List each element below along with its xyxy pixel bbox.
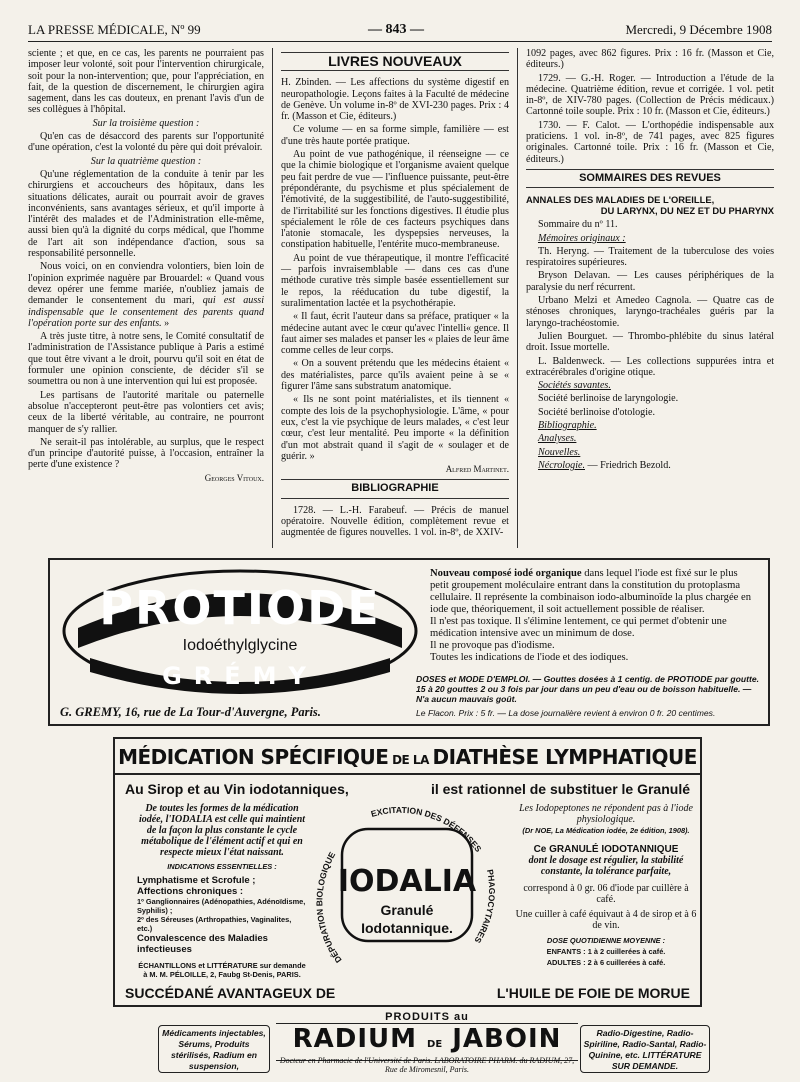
paragraph: De toutes les formes de la médication iodée, l'IODALIA est celle qui maintient de la façon la plus constante le cycle métabolique de l'élément actif et qui en respecte mieux l'état naissant.	[138, 803, 306, 858]
paragraph: Ce GRANULÉ IODOTANNIQUE	[533, 844, 679, 855]
ad-footer-right: L'HUILE DE FOIE DE MORUE	[496, 985, 690, 1001]
page-header	[28, 20, 772, 42]
ad-top-line: PRODUITS au	[385, 1011, 469, 1023]
paragraph: A très juste titre, à notre sens, le Comité consultatif de l'administration de l'Assistance publique à Paris a estimé que tout être vivant a le droit, pourvu qu'il soit en état de formuler une opinion consciente, de décider s'il se soumettra ou non à une intervention qui lui est proposée.	[28, 331, 264, 388]
paragraph: correspond à 0 gr. 06 d'iode par cuillère à café.	[523, 883, 689, 905]
citation: (Dr NOE, La Médication iodée, 2e édition, 1908).	[522, 826, 690, 835]
label: DOSE QUOTIDIENNE MOYENNE :	[546, 936, 666, 945]
journal-name: DU LARYNX, DU NEZ ET DU PHARYNX	[600, 205, 774, 217]
subsection-label: Nouvelles.	[538, 446, 581, 458]
ring-text-right: PHAGOCYTAIRES	[472, 868, 498, 945]
question-heading: Sur la troisième question :	[92, 117, 200, 129]
protiode-logo	[60, 566, 420, 696]
iodalia-advertisement	[113, 737, 702, 1007]
brand-word: RADIUM	[292, 1024, 417, 1054]
iodalia-emblem	[302, 795, 512, 975]
brand-name: IODALIA	[337, 864, 477, 899]
product-list-left: Médicaments injectables, Sérums, Produits stérilisés, Radium en suspension,	[158, 1025, 270, 1073]
subsection-label: Bibliographie.	[538, 420, 597, 432]
ad-banner	[115, 739, 700, 775]
headline: Nouveau composé iodé organique	[430, 568, 582, 579]
list-item: 1º Ganglionnaires (Adénopathies, Adénoïdisme, Syphilis) ;	[137, 897, 306, 915]
sample-info: ÉCHANTILLONS et LITTÉRATURE sur demande à M. M. PÉLOILLE, 2, Faubg St-Denis, PARIS.	[138, 961, 306, 979]
paragraph: Il n'est pas toxique. Il s'élimine lentement, ce qui permet d'obtenir une médication intensive avec un minimum de dose.	[430, 616, 727, 639]
quote-italic: qui est aussi indispensable que le consentement des parents quand l'opération porte sur des enfants.	[28, 295, 264, 329]
paragraph: Au point de vue thérapeutique, il montre l'efficacité — parfois invraisemblable — dans ces cas d'une méthode curative très simple basée essentiellement sur le repos, la rééducation du tube digestif, la suralimentation lactée et la psychothérapie.	[281, 252, 509, 309]
quote-paragraph: « On a souvent prétendu que les médecins étaient « des matérialistes, parce qu'ils avaient peine à se « figurer l'âme sans substratum anatomique.	[281, 358, 509, 393]
book-entry: 1730. — F. Calot. — L'orthopédie indispensable aux praticiens. 1 vol. in-8º, de 741 pages, avec 825 figures originales. Cartonné toile. Prix : 16 fr. (Masson et Cie, éditeurs.)	[526, 119, 774, 165]
ad-left-panel	[137, 803, 307, 979]
book-entry: H. Zbinden. — Les affections du système digestif en neuropathologie. Leçons faites à la Faculté de médecine de Genève. Un volume in-8º de XVI-230 pages. Prix : 4 fr. (Masson et Cie, éditeurs.)	[281, 77, 509, 123]
author-signature: Alfred Martinet.	[445, 464, 509, 475]
subsection-label: Sociétés savantes.	[538, 380, 611, 392]
logo-text-protiode: PROTIODE	[99, 581, 381, 635]
paragraph: Ne serait-il pas intolérable, au surplus, que le respect d'un principe d'autorité puisse, à l'occasion, entraîner la perte d'une existence ?	[28, 436, 264, 471]
dosage-instructions: DOSES et MODE D'EMPLOI. — Gouttes dosées à 1 centig. de PROTIODE par goutte. 15 à 20 gouttes 2 ou 3 fois par jour dans un peu d'eau ou de boisson habituelle. — N'a aucun mauvais goût.	[416, 674, 759, 704]
paragraph	[418, 568, 758, 616]
paragraph: dont le dosage est régulier, la stabilité constante, la tolérance parfaite,	[528, 855, 684, 877]
paragraph: Qu'en cas de désaccord des parents sur l'opportunité d'une opération, c'est la volonté du père qui doit prévaloir.	[28, 131, 264, 154]
logo-text-gremy: GRÉMY	[162, 662, 318, 690]
book-entry: 1092 pages, avec 862 figures. Prix : 16 fr. (Masson et Cie, éditeurs.)	[526, 48, 774, 71]
list-item: Convalescence des Maladies infectieuses	[137, 933, 268, 955]
subsection-label: Mémoires originaux :	[538, 232, 626, 244]
ad-subheading: Au Sirop et au Vin iodotanniques,	[125, 781, 349, 797]
banner-text: MÉDICATION SPÉCIFIQUE	[118, 745, 389, 769]
article-column-3	[526, 48, 774, 498]
text-run: Nous voici, on en conviendra volontiers, bien loin de l'opinion exprimée naguère par Brouardel: « Quand vous devez opérer une femme mariée, n'oubliez jamais de demander le consentement du mari,	[28, 261, 264, 307]
list-item: Urbano Melzi et Amedeo Cagnola. — Quatre cas de sténoses chroniques, laryngo-trachéales guéris par la laryngo-trachéostomie.	[526, 295, 774, 329]
article-column-1	[28, 48, 264, 544]
list-item: Affections chroniques :	[137, 886, 244, 897]
logo-text-subtitle: Iodoéthylglycine	[182, 637, 298, 654]
subsection-label: Analyses.	[538, 433, 577, 445]
paragraph: Au point de vue pathogénique, il réenseigne — ce que la chimie biologique et l'organisme avaient quelque peu fait perdre de vue — l'influence puissante, peut-être prépondérante, du psychisme et plus spécialement de l'émotivité, de la suggestibilité, de l'auto-suggestibilité, de l'irritabilité sur les fonctions digestives. Il étudie plus spécialement le rôle de ces facteurs psychiques dans l'atonie stomacale, les dyspepsies nerveuses, la constipation habituelle, l'entérite muco-membraneuse.	[281, 149, 509, 251]
section-title: BIBLIOGRAPHIE	[281, 479, 509, 498]
company-address: G. GREMY, 16, rue de La Tour-d'Auvergne, Paris.	[60, 705, 321, 719]
paragraph: Une cuiller à café équivaut à 4 de sirop et à 6 de vin.	[515, 909, 697, 931]
product-list-right: Radio-Digestine, Radio-Spiriline, Radio-Santal, Radio-Quinine, etc. LITTÉRATURE SUR DEMANDE.	[580, 1025, 710, 1073]
book-entry: 1728. — L.-H. Farabeuf. — Précis de manuel opératoire. Nouvelle édition, complètement revue et augmentée de figures nouvelles. 1 vol. in-8º, de XXIV-	[281, 504, 509, 539]
brand-word: DE	[427, 1039, 443, 1050]
list-item: Société berlinoise de laryngologie.	[538, 393, 679, 405]
list-item	[526, 460, 774, 471]
section-title: LIVRES NOUVEAUX	[281, 52, 509, 71]
journal-title: LA PRESSE MÉDICALE, Nº 99	[28, 22, 201, 37]
question-heading: Sur la quatrième question :	[90, 155, 202, 167]
lab-address: Docteur en Pharmacie de l'Université de Paris. LABORATOIRE PHARM. du RADIUM, 27, Rue de Miromesnil, Paris.	[279, 1056, 575, 1074]
dose-line: ADULTES : 2 à 6 cuillerées à café.	[546, 958, 666, 967]
ad-footer-left: SUCCÉDANÉ AVANTAGEUX DE	[125, 985, 336, 1001]
subsection-label: Nécrologie.	[538, 459, 585, 471]
list-item: Julien Bourguet. — Thrombo-phlébite du sinus latéral droit. Issue mortelle.	[526, 330, 774, 354]
paragraph: sciente ; et que, en ce cas, les parents ne pourraient pas imposer leur volonté, soit pour l'intervention chirurgicale, soit pour la non-intervention; que, pour l'appréciation, en fait, de la question de discernement, le chirurgien agira sagement, dans les cas douteux, en prenant l'avis d'un de ses collègues à l'hôpital.	[28, 48, 264, 116]
ring-text-left: DÉPURATION BIOLOGIQUE	[314, 850, 344, 965]
brand-word: JABOIN	[452, 1024, 562, 1054]
brand-sub: Iodotannique.	[361, 920, 453, 936]
label: INDICATIONS ESSENTIELLES :	[167, 862, 277, 871]
radium-advertisement	[158, 1011, 710, 1075]
text-run: — Friedrich Bezold.	[585, 459, 671, 471]
list-item: 2º des Séreuses (Arthropathies, Vaginalites, etc.)	[137, 915, 292, 933]
brand-sub: Granulé	[380, 902, 434, 918]
dose-line: ENFANTS : 1 à 2 cuillerées à café.	[546, 947, 666, 956]
book-entry: 1729. — G.-H. Roger. — Introduction a l'étude de la médecine. Quatrième édition, revue et corrigée. 1 vol. petit in-8º, de XIV-780 pages. (Collection de Précis médicaux.) Cartonné toile souple. Prix : 10 fr. (Masson et Cie, éditeurs.)	[526, 72, 774, 118]
list-item: Lymphatisme et Scrofule ;	[137, 875, 256, 886]
section-title: SOMMAIRES DES REVUES	[526, 169, 774, 188]
paragraph: Ce volume — en sa forme simple, familière — est d'une très haute portée pratique.	[281, 124, 509, 147]
article-column-2	[272, 48, 518, 548]
quote-paragraph: « Il faut, écrit l'auteur dans sa préface, pratiquer « la médecine autant avec le cœur qu'avec l'intelli« gence. Il faut aimer ses malades et panser les « plaies de leur âme comme celles de leur corps.	[281, 311, 509, 357]
paragraph: Les partisans de l'autorité maritale ou paternelle absolue n'accepteront peut-être pas volontiers cet avis; ceux de la liberté véritable, au contraire, ne pourront manquer de s'y rallier.	[28, 389, 264, 435]
paragraph: Qu'une réglementation de la conduite à tenir par les chirurgiens et accoucheurs des hôpitaux, dans les situations délicates, aurait ou pourrait avoir de graves inconvénients, sans avantages sérieux, et qu'il importe à l'intérêt des malades et de l'Administration elle-même, aussi bien qu'à la dignité du corps médical, que l'homme de l'art ait son indépendance d'action, sous sa responsabilité personnelle.	[28, 168, 264, 260]
page-number: — 843 —	[368, 22, 424, 37]
issue-date: Mercredi, 9 Décembre 1908	[625, 22, 772, 37]
text-run: dans lequel l'iode est fixé sur le plus petit groupement moléculaire entrant dans la constitution du protoplasma cellulaire. Il représente la combinaison iodo-albuminoïde la plus chargée en iode que, théoriquement, il soit actuellement possible de réaliser.	[430, 568, 752, 615]
paragraph: Les Iodopeptones ne répondent pas à l'iode physiologique.	[519, 803, 693, 825]
protiode-description	[418, 568, 758, 664]
list-item: Th. Heryng. — Traitement de la tuberculose des voies respiratoires supérieures.	[526, 245, 774, 269]
quote-paragraph: « Ils ne sont point matérialistes, et ils tiennent « compte des lois de la psychophysiologie. L'âme, « pour eux, c'est la vie psychique de leurs malades, « c'est leur cœur, c'est leur mentalité. Peu importe « la définition d'un mot abstrait quand il s'agit de « soulager et de guérir. »	[281, 394, 509, 462]
author-signature: Georges Vitoux.	[204, 472, 264, 483]
list-item: Société berlinoise d'otologie.	[538, 406, 656, 418]
journal-name: ANNALES DES MALADIES DE L'OREILLE,	[526, 194, 715, 206]
ad-subheading: il est rationnel de substituer le Granulé	[430, 781, 690, 797]
paragraph: Il ne provoque pas d'iodisme.	[430, 640, 555, 651]
paragraph: Toutes les indications de l'iode et des iodiques.	[430, 652, 629, 663]
banner-text: DE LA	[388, 753, 433, 767]
price-info: Le Flacon. Prix : 5 fr. — La dose journalière revient à environ 0 fr. 20 centimes.	[416, 708, 716, 718]
banner-text: DIATHÈSE LYMPHATIQUE	[432, 745, 697, 769]
paragraph	[28, 261, 264, 329]
ring-text-top: EXCITATION DES DÉFENSES	[369, 804, 484, 854]
summary-label: Sommaire du nº 11.	[538, 219, 618, 231]
ad-right-panel	[515, 803, 697, 968]
text-run: »	[161, 317, 170, 329]
list-item: Bryson Delavan. — Les causes périphériques de la paralysie du nerf récurrent.	[526, 270, 774, 293]
protiode-advertisement	[48, 558, 770, 726]
list-item: L. Baldenweck. — Les collections suppurées intra et extracérébrales d'origine otique.	[526, 355, 774, 378]
